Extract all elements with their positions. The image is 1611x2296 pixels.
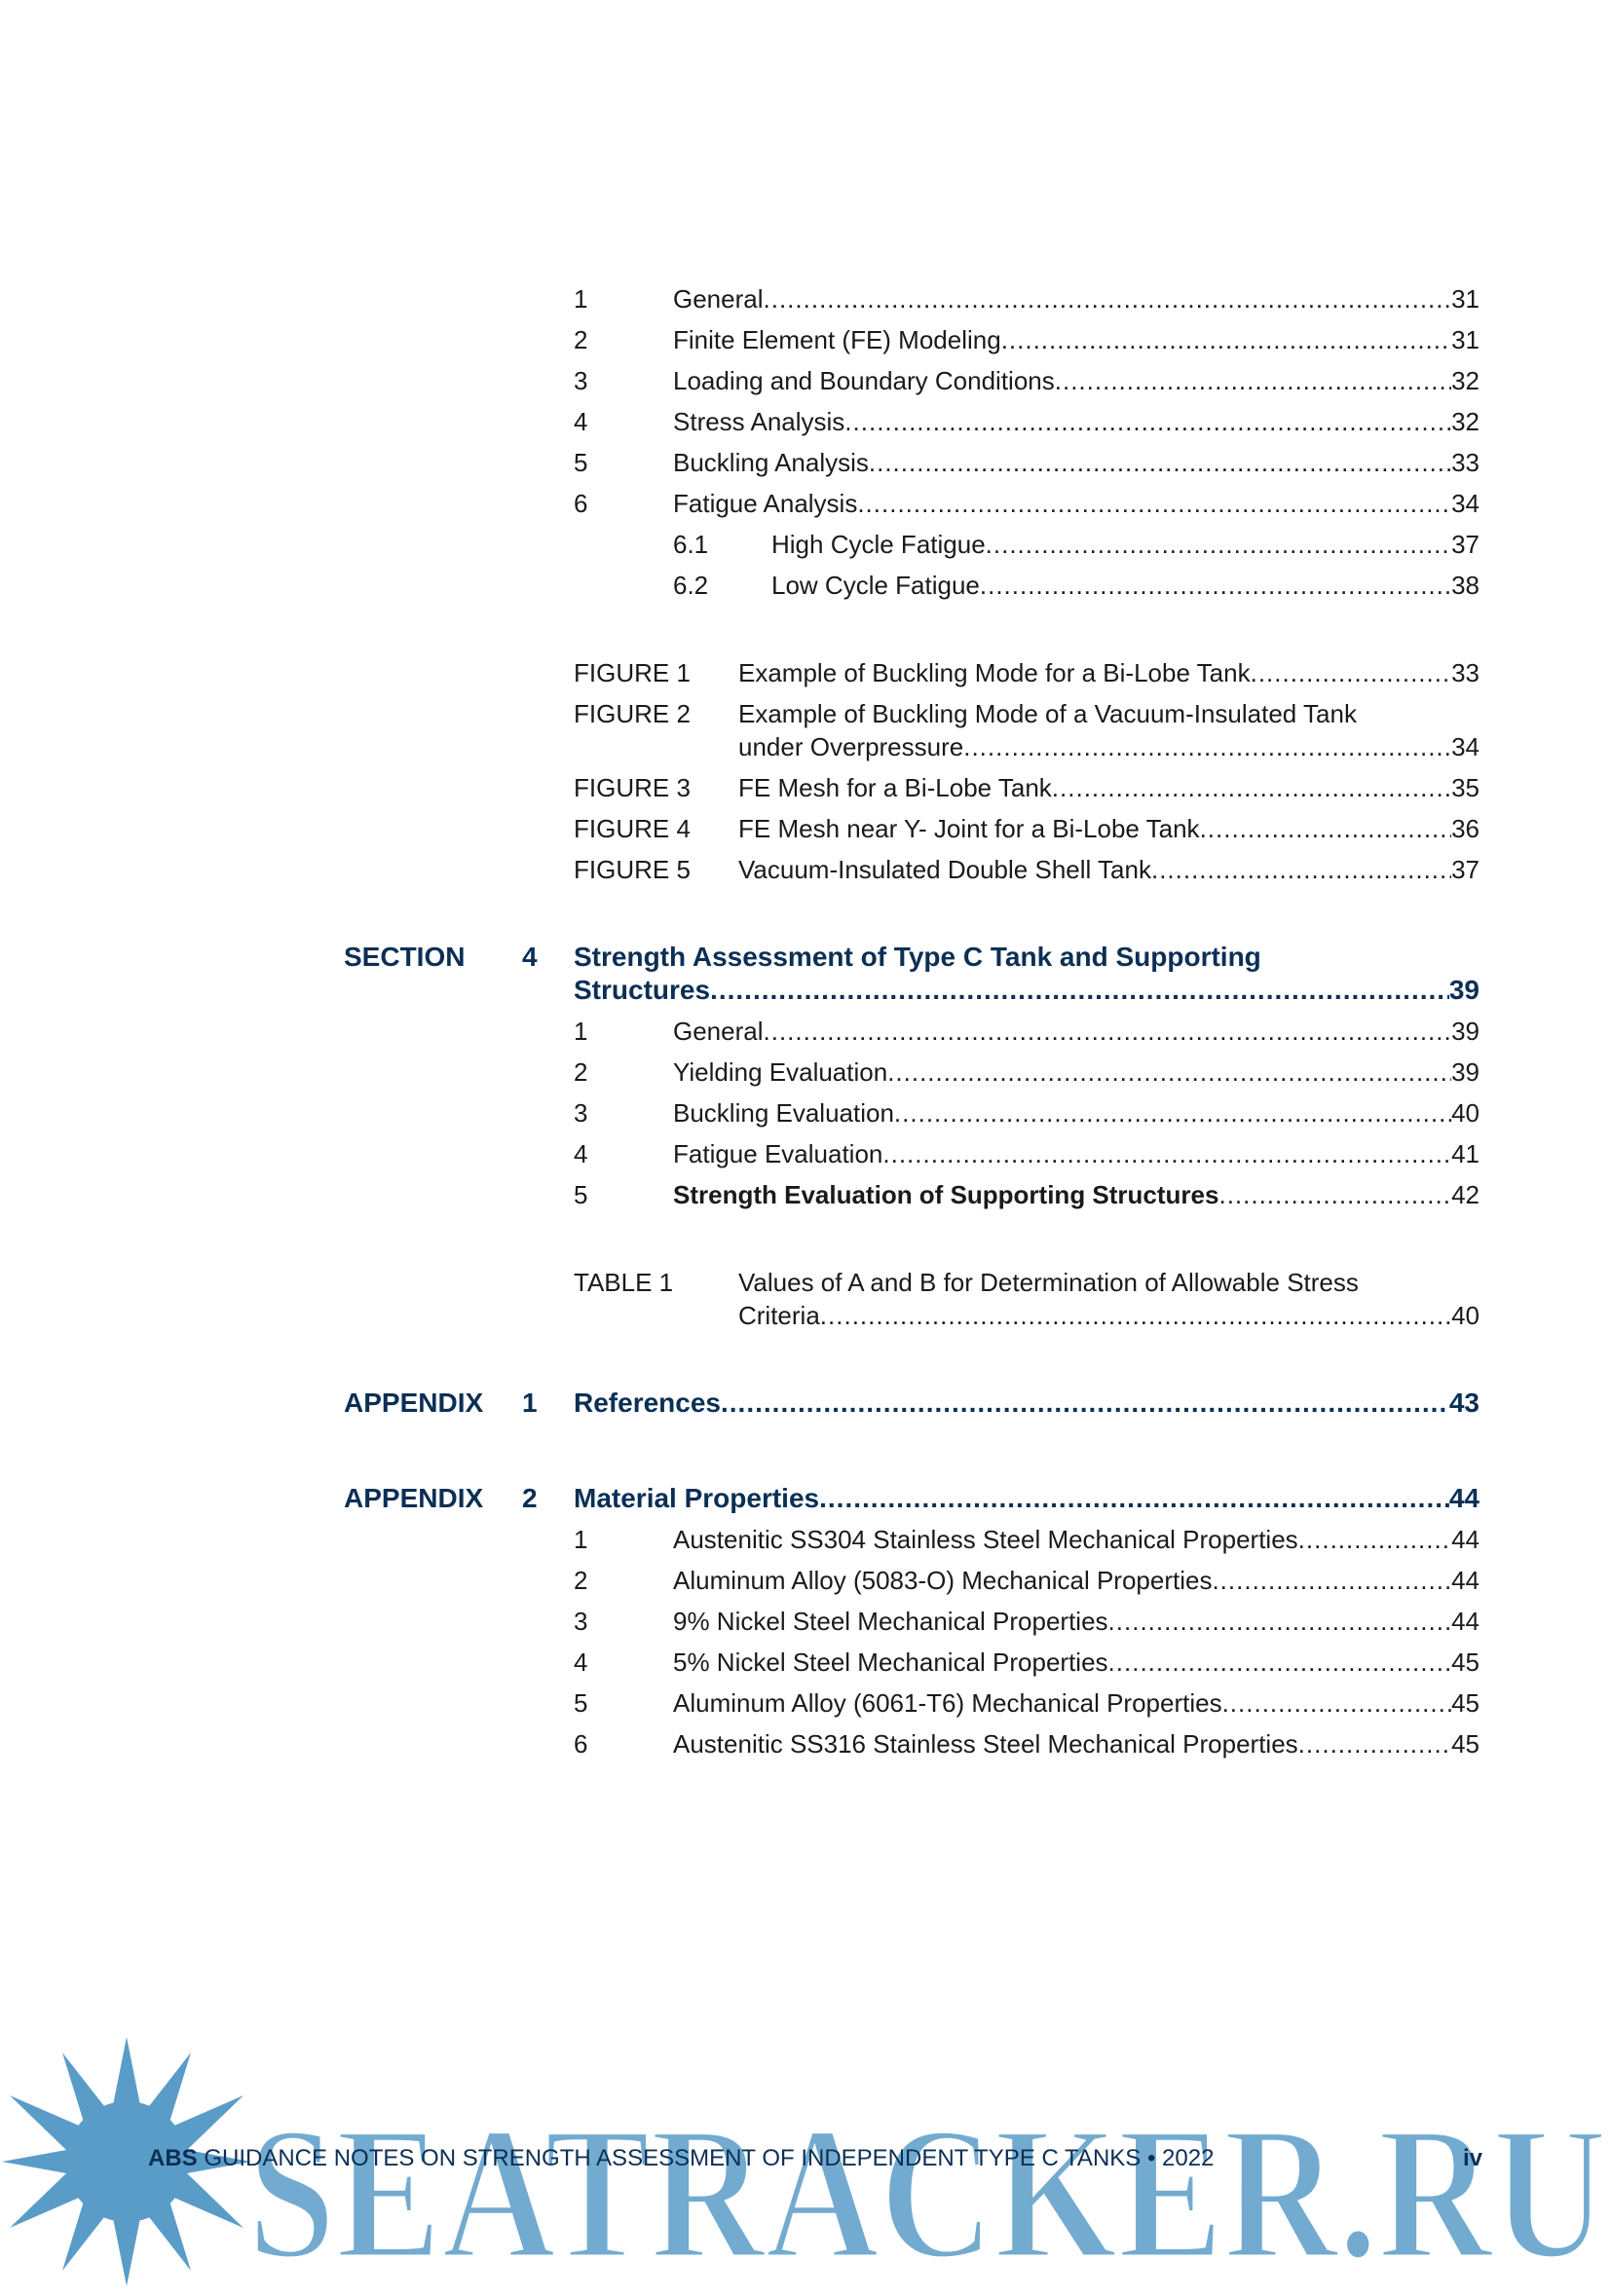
footer-page-number: iv [1462,2145,1482,2171]
toc-figure-entry[interactable]: FIGURE 3 FE Mesh for a Bi-Lobe Tank ..... 35 [0,771,1611,810]
toc-entry[interactable]: 3 Buckling Evaluation ..... 40 [0,1096,1611,1135]
footer-brand: ABS [148,2145,198,2171]
section-4-heading-cont[interactable]: Structures ..... 39 [0,974,1611,1013]
toc-table-entry-cont[interactable]: Criteria ..... 40 [0,1299,1611,1338]
toc-entry[interactable]: 4 5% Nickel Steel Mechanical Properties ..... 45 [0,1646,1611,1685]
toc-entry[interactable]: 5 Strength Evaluation of Supporting Structures ..... 42 [0,1178,1611,1217]
toc-entry[interactable]: 6 Fatigue Analysis ..... 34 [0,487,1611,526]
toc-entry[interactable]: 5 Aluminum Alloy (6061-T6) Mechanical Properties ..... 45 [0,1686,1611,1725]
watermark-label: SEATRACKER.RU [247,2088,1607,2296]
toc-entry[interactable]: 4 Fatigue Evaluation ..... 41 [0,1137,1611,1176]
toc-subentry[interactable]: 6.2 Low Cycle Fatigue ..... 38 [0,569,1611,608]
toc-entry[interactable]: 1 General ..... 31 [0,282,1611,321]
toc-entry[interactable]: 1 General ..... 39 [0,1015,1611,1054]
toc-entry[interactable]: 1 Austenitic SS304 Stainless Steel Mechanical Properties ..... 44 [0,1523,1611,1562]
appendix-2-heading[interactable]: APPENDIX 2 Material Properties ..... 44 [0,1482,1611,1521]
toc-entry[interactable]: 3 9% Nickel Steel Mechanical Properties ..... 44 [0,1605,1611,1644]
toc-figure-entry[interactable]: FIGURE 1 Example of Buckling Mode for a Bi-Lobe Tank ..... 33 [0,656,1611,695]
toc-entry[interactable]: 2 Yielding Evaluation ..... 39 [0,1055,1611,1094]
appendix-1-heading[interactable]: APPENDIX 1 References ..... 43 [0,1387,1611,1426]
toc-figure-entry[interactable]: FIGURE 5 Vacuum-Insulated Double Shell Tank ..... 37 [0,853,1611,892]
toc-entry[interactable]: 2 Finite Element (FE) Modeling ..... 31 [0,323,1611,362]
toc-entry[interactable]: 6 Austenitic SS316 Stainless Steel Mechanical Properties ..... 45 [0,1727,1611,1766]
toc-figure-entry[interactable]: FIGURE 2 Example of Buckling Mode of a Vacuum-Insulated Tank [574,699,1357,728]
section-4-heading[interactable]: SECTION 4 Strength Assessment of Type C Tank and Supporting [344,942,1261,972]
footer-text: GUIDANCE NOTES ON STRENGTH ASSESSMENT OF INDEPENDENT TYPE C TANKS • 2022 [204,2145,1215,2171]
toc-figure-entry[interactable]: FIGURE 4 FE Mesh near Y- Joint for a Bi-Lobe Tank ..... 36 [0,812,1611,851]
toc-entry[interactable]: 2 Aluminum Alloy (5083-O) Mechanical Properties ..... 44 [0,1564,1611,1603]
toc-figure-entry-cont[interactable]: under Overpressure ..... 34 [0,730,1611,769]
page-footer [148,2142,1482,2181]
toc-entry[interactable]: 3 Loading and Boundary Conditions ..... 32 [0,364,1611,403]
toc-entry[interactable]: 5 Buckling Analysis ..... 33 [0,446,1611,485]
toc-entry[interactable]: 4 Stress Analysis ..... 32 [0,405,1611,444]
toc-table-entry[interactable]: TABLE 1 Values of A and B for Determination of Allowable Stress [574,1268,1359,1297]
toc-subentry[interactable]: 6.1 High Cycle Fatigue ..... 37 [0,528,1611,567]
